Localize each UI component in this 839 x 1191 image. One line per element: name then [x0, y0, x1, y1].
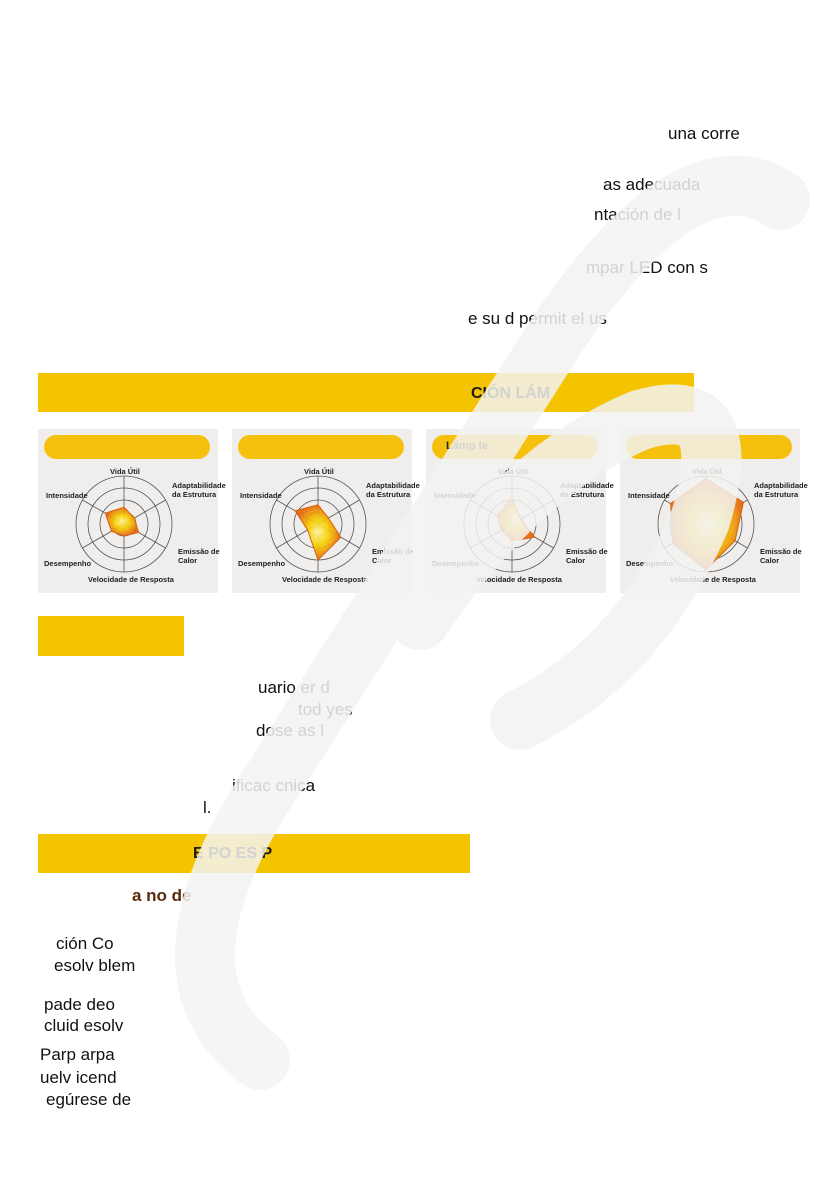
radar-card [38, 429, 226, 593]
radar-label-vida-util: Vida Útil [692, 467, 722, 476]
section-banner-comparison-text: CIÓN LÁM [471, 385, 551, 402]
radar-polygon [671, 478, 744, 569]
radar-label-vida-util: Vida Útil [498, 467, 528, 476]
trouble-line-5: Parp arpa [40, 1045, 115, 1064]
middle-line-3: dose as l [256, 721, 325, 740]
intro-line-2: as adecuada [603, 175, 701, 194]
radar-label-velocidade: Velocidade de Resposta [282, 575, 368, 584]
radar-polygon [497, 498, 534, 541]
trouble-line-6: uelv icend [40, 1068, 117, 1087]
trouble-heading: a no de [132, 886, 192, 905]
radar-card [232, 429, 420, 593]
radar-label-desempenho: Desempenho [44, 559, 92, 568]
trouble-line-4: cluid esolv [44, 1016, 124, 1035]
radar-label-emissao: Emissão de Calor [372, 547, 414, 565]
middle-line-5: l. [203, 798, 212, 817]
radar-chart [426, 429, 606, 593]
intro-line-1: una corre [668, 124, 740, 143]
middle-line-1: uario er d [258, 678, 330, 697]
intro-line-4: mpar LED con s [586, 258, 708, 277]
trouble-line-1: ción Co [56, 934, 114, 953]
radar-card [620, 429, 808, 593]
trouble-line-2: esolv blem [54, 956, 136, 975]
radar-card-title: Lámp te [446, 440, 489, 452]
radar-label-intensidade: Intensidade [434, 491, 476, 500]
trouble-line-7: egúrese de [46, 1090, 132, 1109]
radar-label-velocidade: Velocidade de Resposta [670, 575, 756, 584]
radar-label-adaptabilidade: Adaptabilidade da Estrutura [172, 481, 226, 499]
radar-label-emissao: Emissão de Calor [566, 547, 608, 565]
radar-label-emissao: Emissão de Calor [178, 547, 220, 565]
radar-label-desempenho: Desempenho [626, 559, 674, 568]
radar-label-intensidade: Intensidade [628, 491, 670, 500]
middle-line-2: tod yes [298, 700, 353, 719]
section-banner-comparison [38, 373, 694, 412]
radar-label-intensidade: Intensidade [240, 491, 282, 500]
radar-label-emissao: Emissão de Calor [760, 547, 802, 565]
radar-label-adaptabilidade: Adaptabilidade da Estrutura [560, 481, 614, 499]
radar-label-vida-util: Vida Útil [110, 467, 140, 476]
radar-label-velocidade: Velocidade de Resposta [476, 575, 562, 584]
section-banner-troubleshooting-text: E PO ES P [193, 845, 273, 862]
radar-label-desempenho: Desempenho [238, 559, 286, 568]
intro-line-3: ntación de l [594, 205, 681, 224]
radar-label-vida-util: Vida Útil [304, 467, 334, 476]
middle-line-4: ificac cnica [232, 776, 316, 795]
radar-chart [232, 429, 412, 593]
radar-label-adaptabilidade: Adaptabilidade da Estrutura [754, 481, 808, 499]
trouble-line-3: pade deo [44, 995, 115, 1014]
radar-polygon [295, 505, 341, 560]
section-banner-troubleshooting [38, 834, 470, 873]
intro-line-5: e su d permit el us [468, 309, 607, 328]
radar-label-adaptabilidade: Adaptabilidade da Estrutura [366, 481, 420, 499]
radar-chart [38, 429, 218, 593]
radar-card [426, 429, 614, 593]
section-banner-2 [38, 616, 184, 656]
radar-label-velocidade: Velocidade de Resposta [88, 575, 174, 584]
radar-chart [620, 429, 800, 593]
radar-label-desempenho: Desempenho [432, 559, 480, 568]
radar-label-intensidade: Intensidade [46, 491, 88, 500]
